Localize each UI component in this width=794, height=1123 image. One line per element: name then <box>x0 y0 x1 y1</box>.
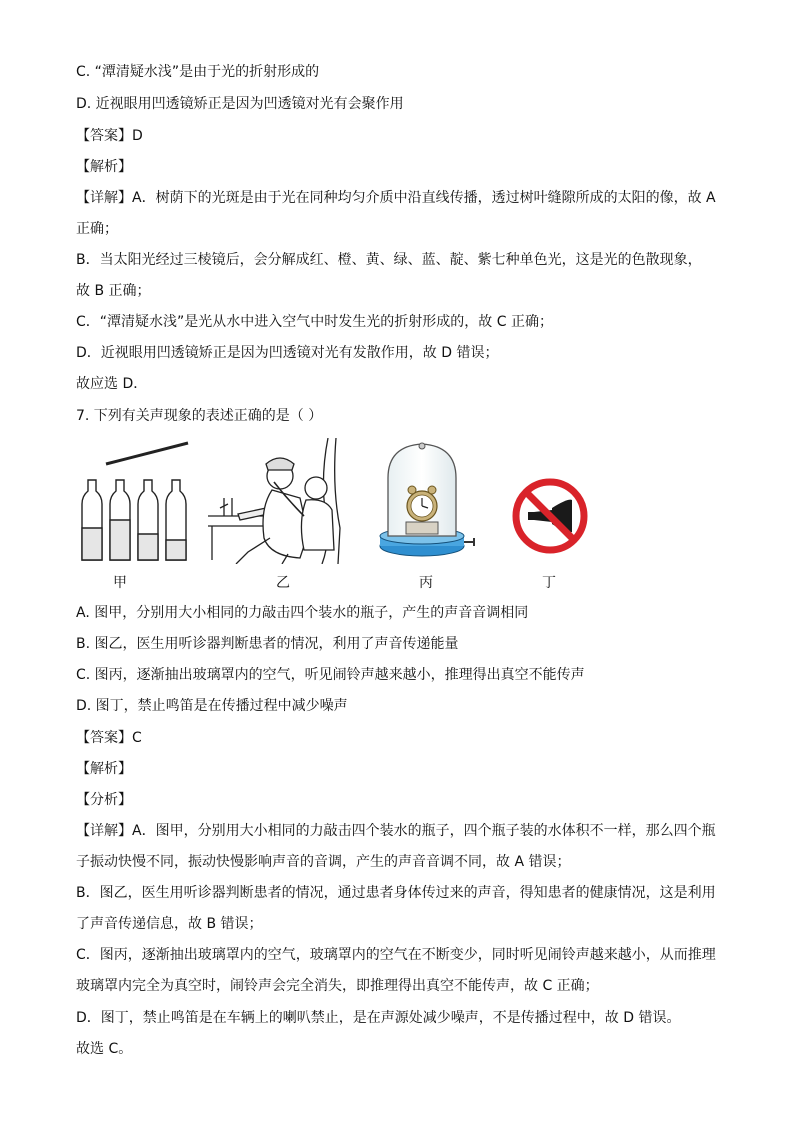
bottles-figure <box>78 438 196 564</box>
patient-head <box>305 477 327 499</box>
caption-bing: 丙 <box>419 575 433 591</box>
q7-answer <box>76 729 142 747</box>
q7-conclusion: 故选 C。 <box>76 1041 133 1057</box>
q6-conclusion: 故应选 D． <box>76 376 148 392</box>
bottle-4 <box>166 480 186 560</box>
q6-detail-2b: 故 B 正确； <box>76 283 151 299</box>
q6-detail-3: C．“潭清疑水浅”是光从水中进入空气中时发生光的折射形成的，故 C 正确； <box>76 314 553 330</box>
q6-answer <box>76 127 143 145</box>
q7-detail-1a: 【详解】A．图甲，分别用大小相同的力敲击四个装水的瓶子，四个瓶子装的水体积不一样，那么四个瓶 <box>76 823 716 839</box>
answer-label: 【答案】 <box>76 730 132 746</box>
pump-valve <box>464 538 474 546</box>
q7-analysis-sub-label: 【分析】 <box>76 792 132 808</box>
q7-detail-2a: B．图乙，医生用听诊器判断患者的情况，通过患者身体传过来的声音，得知患者的健康情况，这是利用 <box>76 885 716 901</box>
answer-value: D <box>132 128 143 144</box>
bell-jar-figure <box>376 438 480 564</box>
q7-option-a: A. 图甲，分别用大小相同的力敲击四个装水的瓶子，产生的声音音调相同 <box>76 605 529 621</box>
q7-detail-1b: 子振动快慢不同，振动快慢影响声音的音调，产生的声音音调不同，故 A 错误； <box>76 854 571 870</box>
q7-analysis-label: 【解析】 <box>76 761 132 777</box>
q6-option-c: C. “潭清疑水浅”是由于光的折射形成的 <box>76 64 320 80</box>
caption-jia: 甲 <box>113 575 127 591</box>
q6-detail-1b: 正确； <box>76 221 118 237</box>
q6-analysis-label: 【解析】 <box>76 159 132 175</box>
doctor-stethoscope-figure <box>208 438 356 564</box>
desk-items <box>220 498 232 516</box>
q7-stem: 7. 下列有关声现象的表述正确的是（ ） <box>76 408 323 424</box>
no-horn-sign-figure <box>508 438 592 564</box>
patient-body <box>301 500 334 550</box>
q6-detail-4: D．近视眼用凹透镜矫正是因为凹透镜对光有发散作用，故 D 错误； <box>76 345 499 361</box>
q6-detail-1a: 【详解】A．树荫下的光斑是由于光在同种均匀介质中沿直线传播，透过树叶缝隙所成的太阳的像，故 A <box>76 190 716 206</box>
answer-label: 【答案】 <box>76 128 132 144</box>
bottle-2 <box>110 480 130 560</box>
caption-yi: 乙 <box>276 575 290 591</box>
q7-option-d: D. 图丁，禁止鸣笛是在传播过程中减少噪声 <box>76 698 348 714</box>
bottle-3 <box>138 480 158 560</box>
q7-detail-2b: 了声音传递信息，故 B 错误； <box>76 916 263 932</box>
q7-option-c: C. 图丙，逐渐抽出玻璃罩内的空气，听见闹铃声越来越小，推理得出真空不能传声 <box>76 667 585 683</box>
q7-option-b: B. 图乙，医生用听诊器判断患者的情况，利用了声音传递能量 <box>76 636 459 652</box>
clock-stand <box>406 522 438 534</box>
q7-detail-3a: C．图丙，逐渐抽出玻璃罩内的空气，玻璃罩内的空气在不断变少，同时听见闹铃声越来越小，从而推理 <box>76 947 716 963</box>
q6-detail-2a: B．当太阳光经过三棱镜后，会分解成红、橙、黄、绿、蓝、靛、紫七种单色光，这是光的色散现象， <box>76 252 702 268</box>
q7-detail-3b: 玻璃罩内完全为真空时，闹铃声会完全消失，即推理得出真空不能传声，故 C 正确； <box>76 978 599 994</box>
bottle-1 <box>82 480 102 560</box>
answer-value: C <box>132 730 142 746</box>
q7-detail-4: D．图丁，禁止鸣笛是在车辆上的喇叭禁止，是在声源处减少噪声，不是传播过程中，故 D 错误。 <box>76 1010 681 1026</box>
striking-rod <box>106 443 188 464</box>
caption-ding: 丁 <box>542 575 556 591</box>
q6-option-d: D. 近视眼用凹透镜矫正是因为凹透镜对光有会聚作用 <box>76 96 404 112</box>
